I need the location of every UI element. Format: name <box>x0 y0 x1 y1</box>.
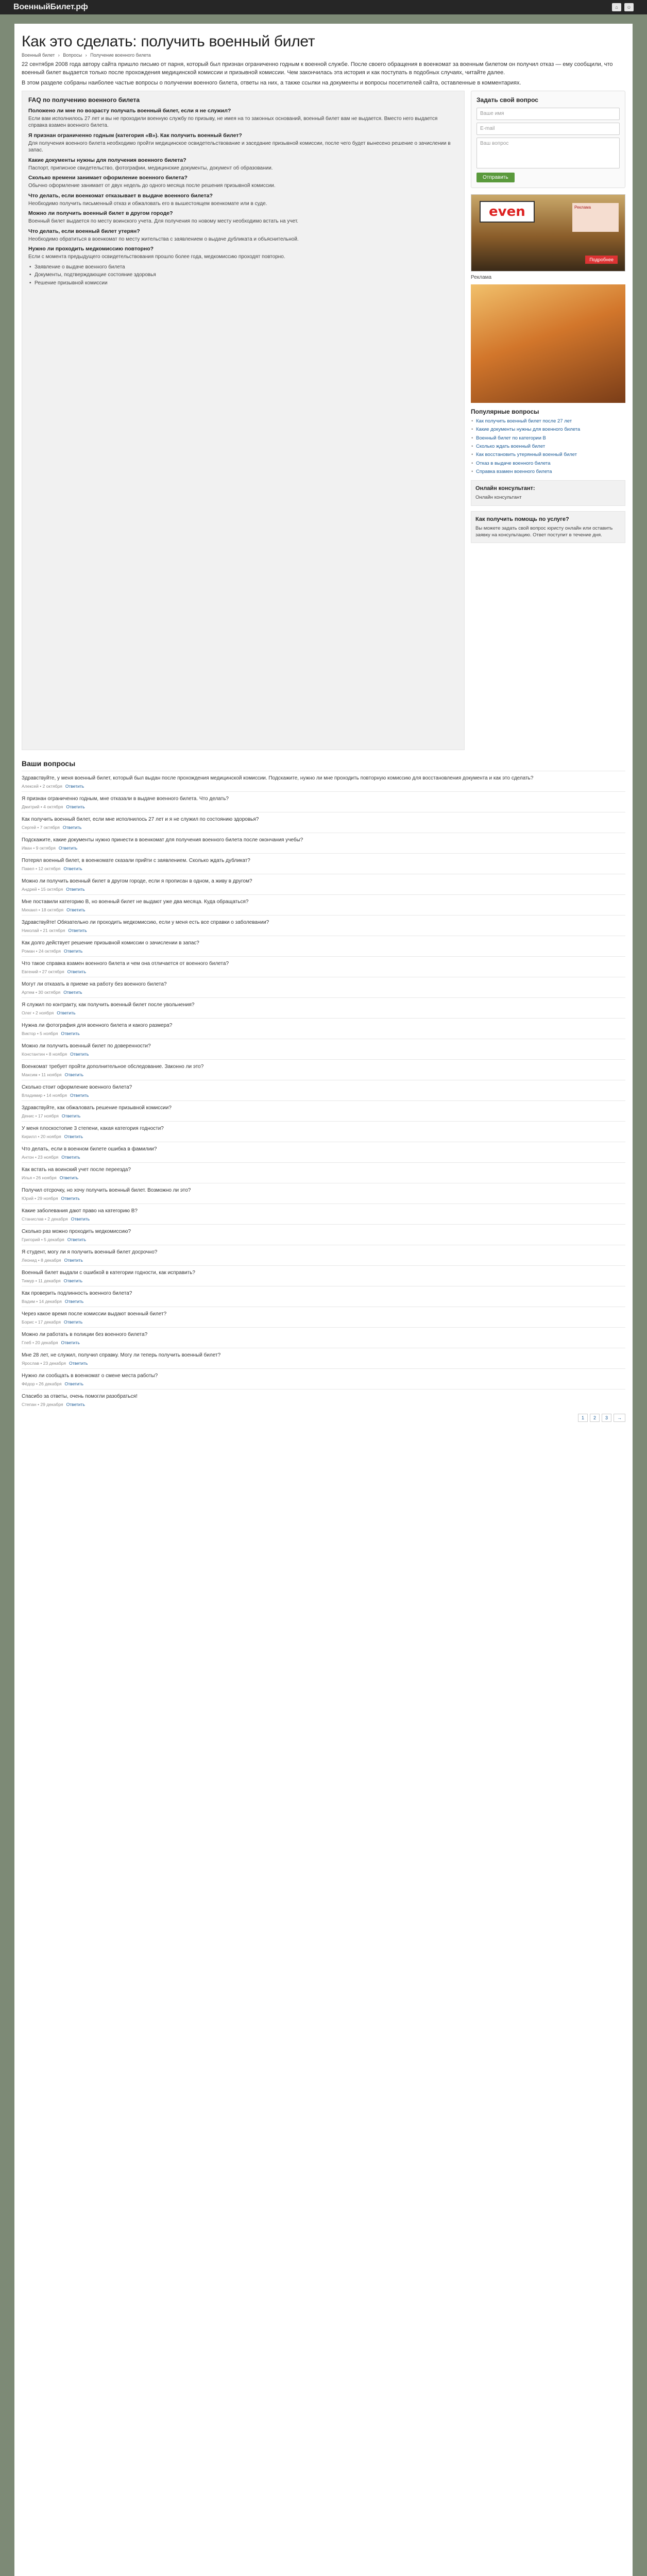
question-meta <box>22 1155 625 1160</box>
content-columns <box>22 91 625 750</box>
questions-list <box>22 771 625 1410</box>
answer-link[interactable]: Ответить <box>63 1278 83 1283</box>
ad-cta-button[interactable]: Подробнее <box>585 256 618 264</box>
answer-link[interactable]: Ответить <box>64 1298 84 1304</box>
question-author-date: Виктор • 5 ноября <box>22 1030 58 1036</box>
faq-question: Что делать, если военкомат отказывает в выдаче военного билета? <box>28 192 213 199</box>
question-item <box>22 977 625 997</box>
question-item <box>22 1307 625 1327</box>
popular-question-link[interactable]: • Как восстановить утерянный военный билет <box>471 452 625 458</box>
main-column <box>22 91 465 750</box>
popular-question-link[interactable]: • Военный билет по категории В <box>471 435 625 442</box>
answer-link[interactable]: Ответить <box>66 804 85 809</box>
question-meta <box>22 907 625 912</box>
question-text: Здравствуйте! Обязательно ли проходить медкомиссию, если у меня есть все справки о заболевании? <box>22 919 269 925</box>
answer-link[interactable]: Ответить <box>63 948 83 954</box>
question-item <box>22 874 625 894</box>
question-text: Получил отсрочку, но хочу получить военный билет. Возможно ли это? <box>22 1187 191 1193</box>
breadcrumb-item[interactable]: Военный билет <box>22 53 55 58</box>
help-text: Вы можете задать свой вопрос юристу онлайн или оставить заявку на консультацию. Ответ поступит в течение дня. <box>475 525 613 538</box>
question-author-date: Денис • 17 ноября <box>22 1113 59 1118</box>
question-text: Можно ли получить военный билет в другом городе, если я прописан в одном, а живу в другом? <box>22 878 252 884</box>
question-input[interactable]: Ваш вопрос <box>476 138 620 168</box>
question-meta <box>22 1093 625 1098</box>
question-item <box>22 771 625 791</box>
question-text: Подскажите, какие документы нужно принести в военкомат для получения военного билета после окончания учебы? <box>22 837 303 843</box>
lead-text <box>22 61 625 88</box>
question-author-date: Илья • 26 ноября <box>22 1175 57 1180</box>
home-icon[interactable]: ⌂ <box>612 3 621 11</box>
faq-answer: Необходимо обратиться в военкомат по месту жительства с заявлением о выдаче дубликата и объяснительной. <box>28 236 299 242</box>
ad-brand: even <box>480 201 535 223</box>
question-item <box>22 1100 625 1121</box>
question-meta <box>22 866 625 871</box>
question-author-date: Олег • 2 ноября <box>22 1010 54 1015</box>
question-text: У меня плоскостопие 3 степени, какая категория годности? <box>22 1125 164 1131</box>
ask-form-title: Задать свой вопрос <box>476 96 538 104</box>
faq-bullets <box>28 264 458 287</box>
question-author-date: Владимир • 14 ноября <box>22 1092 67 1098</box>
question-text: Как встать на воинский учет после переезда? <box>22 1166 131 1173</box>
answer-link[interactable]: Ответить <box>67 1236 87 1242</box>
answer-link[interactable]: Ответить <box>65 783 84 789</box>
question-item <box>22 1080 625 1100</box>
popular-question-link[interactable]: • Какие документы нужны для военного билета <box>471 427 625 433</box>
faq-question: Нужно ли проходить медкомиссию повторно? <box>28 246 154 252</box>
question-meta <box>22 948 625 954</box>
question-meta <box>22 784 625 789</box>
page-link[interactable]: 1 <box>578 1414 588 1422</box>
question-author-date: Николай • 21 октября <box>22 927 65 933</box>
answer-link[interactable]: Ответить <box>59 1175 79 1180</box>
answer-link[interactable]: Ответить <box>68 927 87 933</box>
question-item <box>22 936 625 956</box>
question-meta <box>22 1319 625 1325</box>
page-content <box>14 24 633 2576</box>
question-text: Можно ли работать в полиции без военного билета? <box>22 1331 148 1337</box>
sidebar <box>471 91 625 750</box>
answer-link[interactable]: Ответить <box>63 989 82 995</box>
answer-link[interactable]: Ответить <box>63 1319 83 1325</box>
question-text: Спасибо за ответы, очень помогли разобраться! <box>22 1393 138 1399</box>
question-meta <box>22 1010 625 1015</box>
answer-link[interactable]: Ответить <box>64 1072 83 1077</box>
question-item <box>22 833 625 853</box>
question-meta <box>22 845 625 851</box>
page-title: Как это сделать: получить военный билет <box>22 33 315 50</box>
online-consultant <box>471 480 625 506</box>
breadcrumb-separator: › <box>85 53 87 58</box>
question-meta <box>22 825 625 830</box>
question-item <box>22 1389 625 1410</box>
answer-link[interactable]: Ответить <box>66 907 86 912</box>
question-author-date: Глеб • 20 декабря <box>22 1340 58 1345</box>
question-author-date: Вадим • 14 декабря <box>22 1298 62 1304</box>
question-item <box>22 812 625 833</box>
question-author-date: Степан • 29 декабря <box>22 1401 63 1407</box>
question-text: Мне поставили категорию В, но военный билет не выдают уже два месяца. Куда обращаться? <box>22 899 249 905</box>
question-item <box>22 894 625 915</box>
question-meta <box>22 887 625 892</box>
question-item <box>22 1039 625 1059</box>
answer-link[interactable]: Ответить <box>70 1051 89 1057</box>
question-item <box>22 791 625 812</box>
question-meta <box>22 1175 625 1180</box>
question-meta <box>22 969 625 974</box>
question-author-date: Сергей • 7 октября <box>22 824 60 830</box>
popular-questions-title: Популярные вопросы <box>471 408 539 415</box>
faq-question: Положено ли мне по возрасту получать военный билет, если я не служил? <box>28 107 231 114</box>
faq-answer: Необходимо получить письменный отказ и обжаловать его в вышестоящем военкомате или в суде. <box>28 200 267 207</box>
answer-link[interactable]: Ответить <box>61 1340 80 1345</box>
question-author-date: Дмитрий • 4 октября <box>22 804 63 809</box>
ad-subtext: Реклама <box>572 203 619 232</box>
question-author-date: Ярослав • 23 декабря <box>22 1360 66 1366</box>
faq-bullet: • Документы, подтверждающие состояние здоровья <box>28 272 458 279</box>
faq-answer: Если вам исполнилось 27 лет и вы не проходили военную службу по призыву, не имея на то законных оснований, военный билет вам не выдается. Вместо него выдается справка взамен военного билета. <box>28 115 438 129</box>
faq-answer: Если с момента предыдущего освидетельствования прошло более года, медкомиссию проходят повторно. <box>28 254 285 260</box>
question-author-date: Иван • 9 октября <box>22 845 56 851</box>
question-item <box>22 853 625 874</box>
question-text: Здравствуйте, у меня военный билет, который был выдан после прохождения медицинской комиссии. Подскажите, нужно ли мне проходить повторную комиссию для восстановления документа и как это сделать? <box>22 775 534 781</box>
lead-paragraph: 22 сентября 2008 года автору сайта пришло письмо от парня, который был признан ограниченно годным к военной службе. После своего обращения в военкомат за военным билетом он получил отказ — ему сообщили, что военный билет выдается только после прохождения медицинской комиссии и призывной комиссии. Чем закончилась эта история и как поступать в подобных случаях, читайте далее. <box>22 61 613 76</box>
question-author-date: Алексей • 2 октября <box>22 783 62 789</box>
faq-question: Я признан ограниченно годным (категория «В»). Как получить военный билет? <box>28 132 242 139</box>
consultant-text[interactable]: Онлайн консультант <box>475 495 522 501</box>
breadcrumb-item: Получение военного билета <box>90 53 151 58</box>
sidebar-photo <box>471 284 625 403</box>
pagination <box>22 1414 625 1422</box>
questions-title: Ваши вопросы <box>22 759 76 768</box>
submit-question-button[interactable]: Отправить <box>476 173 515 182</box>
answer-link[interactable]: Ответить <box>61 1195 80 1201</box>
question-item <box>22 1265 625 1286</box>
question-item <box>22 1142 625 1162</box>
question-author-date: Роман • 24 октября <box>22 948 61 954</box>
question-text: Сколько стоит оформление военного билета? <box>22 1084 132 1090</box>
question-author-date: Павел • 12 октября <box>22 866 61 871</box>
answer-link[interactable]: Ответить <box>70 1092 89 1098</box>
question-text: Потерял военный билет, в военкомате сказали прийти с заявлением. Сколько ждать дубликат? <box>22 857 250 863</box>
faq-bullet: • Решение призывной комиссии <box>28 280 458 287</box>
question-text: Могут ли отказать в приеме на работу без военного билета? <box>22 981 167 987</box>
faq-answer: Обычно оформление занимает от двух недель до одного месяца после решения призывной комиссии. <box>28 183 276 189</box>
question-item <box>22 1183 625 1204</box>
site-logo[interactable]: ВоенныйБилет.рф <box>13 3 88 11</box>
ad-caption: Реклама <box>471 274 492 280</box>
faq-answer: Военный билет выдается по месту воинского учета. Для получения по новому месту необходимо встать на учет. <box>28 218 299 225</box>
question-item <box>22 915 625 936</box>
question-text: Через какое время после комиссии выдают военный билет? <box>22 1311 167 1317</box>
question-item <box>22 1348 625 1368</box>
question-meta <box>22 1402 625 1407</box>
faq-question: Сколько времени занимает оформление военного билета? <box>28 175 188 181</box>
answer-link[interactable]: Ответить <box>64 1133 83 1139</box>
question-author-date: Константин • 8 ноября <box>22 1051 67 1057</box>
answer-link[interactable]: Ответить <box>63 866 82 871</box>
question-text: Как долго действует решение призывной комиссии о зачислении в запас? <box>22 940 199 946</box>
question-text: Я служил по контракту, как получить военный билет после увольнения? <box>22 1002 195 1008</box>
answer-link[interactable]: Ответить <box>71 1216 90 1222</box>
answer-link[interactable]: Ответить <box>67 969 87 974</box>
advertisement-banner[interactable] <box>471 194 625 272</box>
help-box <box>471 511 625 543</box>
question-item <box>22 1245 625 1265</box>
question-text: Я студент, могу ли я получить военный билет досрочно? <box>22 1249 158 1255</box>
question-text: Что делать, если в военном билете ошибка в фамилии? <box>22 1146 157 1152</box>
question-meta <box>22 1072 625 1077</box>
question-author-date: Антон • 23 ноября <box>22 1154 59 1160</box>
answer-link[interactable]: Ответить <box>61 1154 80 1160</box>
help-title: Как получить помощь по услуге? <box>475 516 569 522</box>
faq-question: Какие документы нужны для получения военного билета? <box>28 157 186 163</box>
question-meta <box>22 1237 625 1242</box>
question-text: Военный билет выдали с ошибкой в категории годности, как исправить? <box>22 1269 195 1276</box>
question-text: Здравствуйте, как обжаловать решение призывной комиссии? <box>22 1105 172 1111</box>
question-text: Сколько раз можно проходить медкомиссию? <box>22 1228 131 1234</box>
faq-answer: Для получения военного билета необходимо пройти медицинское освидетельствование и заседание призывной комиссии, после чего будет вынесено решение о зачислении в запас. <box>28 140 451 154</box>
question-meta <box>22 1134 625 1139</box>
faq-bullet: • Заявление о выдаче военного билета <box>28 264 458 271</box>
question-author-date: Леонид • 8 декабря <box>22 1257 61 1263</box>
answer-link[interactable]: Ответить <box>64 1257 83 1263</box>
question-author-date: Артем • 30 октября <box>22 989 61 995</box>
user-icon[interactable]: ☺ <box>624 3 634 11</box>
question-author-date: Андрей • 15 октября <box>22 886 63 892</box>
question-meta <box>22 1340 625 1345</box>
question-meta <box>22 928 625 933</box>
question-item <box>22 1162 625 1183</box>
page-link[interactable]: 2 <box>590 1414 600 1422</box>
question-item <box>22 1224 625 1245</box>
lead-paragraph: В этом разделе собраны наиболее частые вопросы о получении военного билета, ответы на них, а также ссылки на документы и вопросы посетителей сайта, оставленные в комментариях. <box>22 79 521 86</box>
question-text: Как получить военный билет, если мне исполнилось 27 лет и я не служил по состоянию здоровья? <box>22 816 259 822</box>
popular-question-link[interactable]: • Отказ в выдаче военного билета <box>471 461 625 467</box>
question-author-date: Кирилл • 20 ноября <box>22 1133 61 1139</box>
popular-question-link[interactable]: • Сколько ждать военный билет <box>471 444 625 450</box>
faq-question: Что делать, если военный билет утерян? <box>28 228 140 234</box>
answer-link[interactable]: Ответить <box>62 824 82 830</box>
answer-link[interactable]: Ответить <box>58 845 78 851</box>
breadcrumb <box>22 53 625 58</box>
popular-questions <box>471 408 625 475</box>
question-item <box>22 956 625 977</box>
question-meta <box>22 1278 625 1283</box>
question-text: Военкомат требует пройти дополнительное обследование. Законно ли это? <box>22 1063 204 1070</box>
question-text: Можно ли получить военный билет по доверенности? <box>22 1043 151 1049</box>
question-item <box>22 1327 625 1348</box>
question-text: Нужна ли фотография для военного билета и какого размера? <box>22 1022 173 1028</box>
question-item <box>22 1204 625 1224</box>
question-author-date: Станислав • 2 декабря <box>22 1216 68 1222</box>
question-meta <box>22 990 625 995</box>
question-meta <box>22 1031 625 1036</box>
breadcrumb-separator: › <box>58 53 60 58</box>
answer-link[interactable]: Ответить <box>69 1360 88 1366</box>
answer-link[interactable]: Ответить <box>61 1113 81 1118</box>
question-text: Мне 28 лет, не служил, получил справку. Могу ли теперь получить военный билет? <box>22 1352 221 1358</box>
question-author-date: Юрий • 29 ноября <box>22 1195 58 1201</box>
question-item <box>22 1059 625 1080</box>
question-author-date: Фёдор • 26 декабря <box>22 1381 62 1386</box>
email-input[interactable]: E-mail <box>476 123 620 135</box>
question-text: Я признан ограниченно годным, мне отказали в выдаче военного билета. Что делать? <box>22 795 229 802</box>
question-item <box>22 1286 625 1307</box>
faq-title: FAQ по получению военного билета <box>28 96 140 104</box>
answer-link[interactable]: Ответить <box>64 1381 83 1386</box>
breadcrumb-item[interactable]: Вопросы <box>63 53 82 58</box>
popular-question-link[interactable]: • Как получить военный билет после 27 лет <box>471 418 625 425</box>
popular-question-link[interactable]: • Справка взамен военного билета <box>471 469 625 475</box>
question-item <box>22 997 625 1018</box>
question-meta <box>22 1299 625 1304</box>
question-meta <box>22 804 625 809</box>
question-meta <box>22 1381 625 1386</box>
consultant-title: Онлайн консультант: <box>475 485 535 492</box>
question-item <box>22 1368 625 1389</box>
faq-answer: Паспорт, приписное свидетельство, фотографии, медицинские документы, документ об образовании. <box>28 165 273 171</box>
page-link[interactable]: 3 <box>602 1414 611 1422</box>
name-input[interactable]: Ваше имя <box>476 108 620 120</box>
answer-link[interactable]: Ответить <box>61 1030 80 1036</box>
answer-link[interactable]: Ответить <box>66 886 85 892</box>
question-meta <box>22 1052 625 1057</box>
question-text: Какие заболевания дают право на категорию В? <box>22 1208 138 1214</box>
question-author-date: Тимур • 11 декабря <box>22 1278 61 1283</box>
question-author-date: Евгений • 27 октября <box>22 969 64 974</box>
ask-question-form <box>471 91 625 188</box>
question-meta <box>22 1113 625 1118</box>
question-item <box>22 1121 625 1142</box>
answer-link[interactable]: Ответить <box>66 1401 85 1407</box>
question-text: Нужно ли сообщать в военкомат о смене места работы? <box>22 1372 158 1379</box>
question-author-date: Григорий • 5 декабря <box>22 1236 64 1242</box>
answer-link[interactable]: Ответить <box>57 1010 76 1015</box>
top-bar <box>0 0 647 14</box>
question-meta <box>22 1361 625 1366</box>
question-text: Как проверить подлинность военного билета? <box>22 1290 132 1296</box>
question-text: Что такое справка взамен военного билета и чем она отличается от военного билета? <box>22 960 229 967</box>
question-author-date: Борис • 17 декабря <box>22 1319 61 1325</box>
faq-block <box>22 91 465 750</box>
question-item <box>22 1018 625 1039</box>
question-author-date: Максим • 11 ноября <box>22 1072 62 1077</box>
question-meta <box>22 1258 625 1263</box>
question-meta <box>22 1196 625 1201</box>
question-author-date: Михаил • 18 октября <box>22 907 64 912</box>
question-meta <box>22 1216 625 1222</box>
faq-question: Можно ли получить военный билет в другом городе? <box>28 210 173 217</box>
next-page-link[interactable]: → <box>614 1414 625 1422</box>
